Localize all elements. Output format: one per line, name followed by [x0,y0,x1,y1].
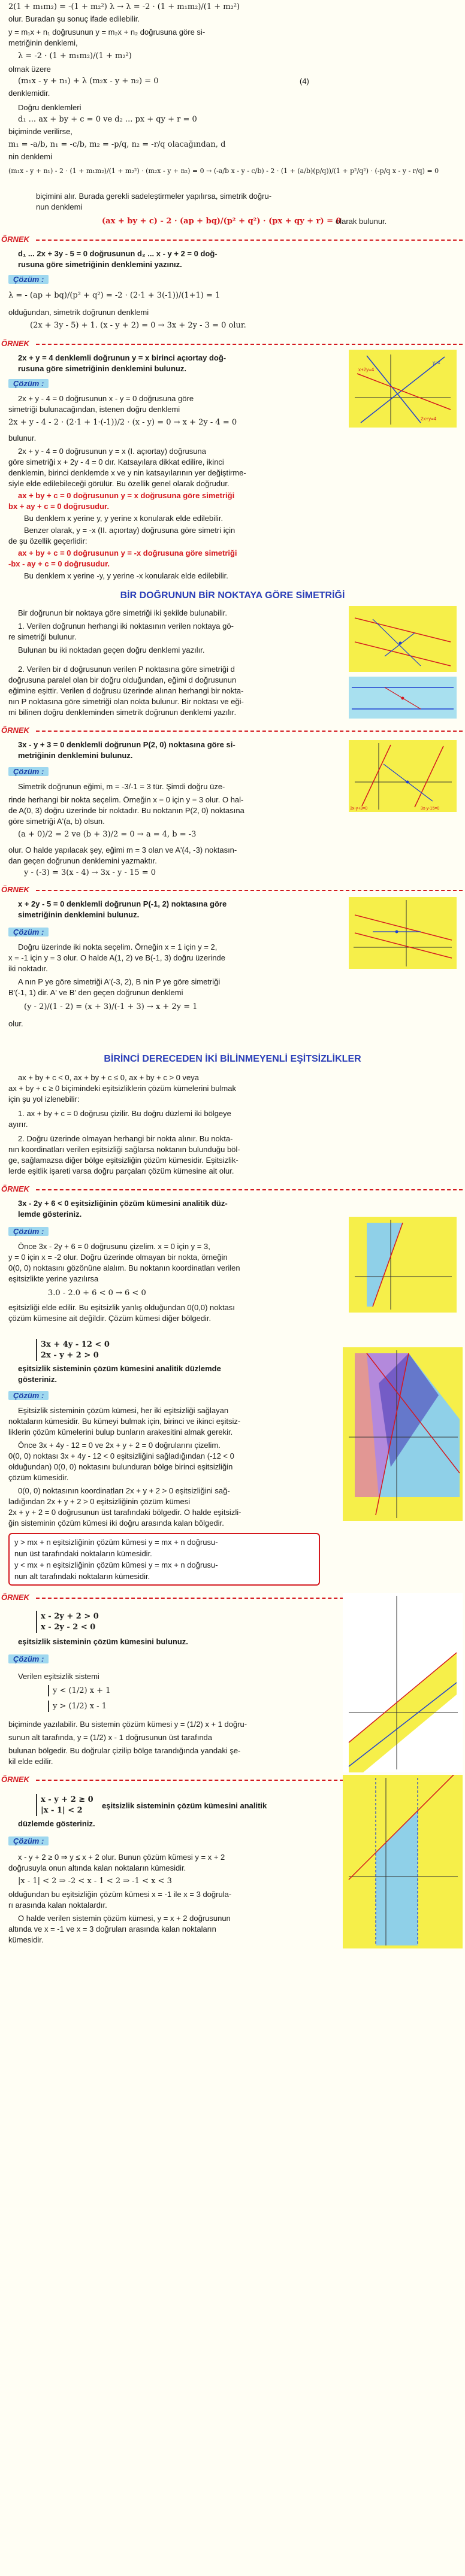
text-line: olarak bulunur. [336,217,387,226]
text-line: 1. ax + by + c = 0 doğrusu çizilir. Bu doğru düzlemi iki bölgeye [18,1109,231,1118]
text-line: B'(-1, 1) dir. A' ve B' den geçen doğrunun denklemi [8,988,183,997]
rule-text: -bx - ay + c = 0 doğrusudur. [8,559,110,568]
text-line: Bir doğrunun bir noktaya göre simetriği iki şekilde bulunabilir. [18,608,228,617]
formula: |x - 1| < 2 ⇒ -2 < x - 1 < 2 ⇒ -1 < x < 3 [18,1877,172,1886]
solution-header [8,274,320,285]
solution-label: Çözüm : [8,1391,49,1400]
question-text: 3x - 2y + 6 < 0 eşitsizliğinin çözüm kümesini analitik düz- [18,1199,228,1208]
text-line: siyle elde edilebileceği görülür. Bu özellik genel olarak doğrudur. [8,479,230,488]
system-ineq-2: 2x - y + 2 > 0 [36,1350,99,1361]
graph-ex7 [343,1593,463,1772]
question-text: gösteriniz. [18,1375,58,1384]
text-line: nın P noktasına göre simetriği olan nokta bulunur. Bir noktası ve eği- [8,697,244,706]
question-text: lemde gösteriniz. [18,1210,82,1219]
text-line: bulunur. [8,434,37,443]
text-line: x = -1 için y = 3 olur. O halde A(1, 2) ve B(-1, 3) doğru üzerinde [8,953,226,962]
graph-ex8 [343,1775,463,1948]
graph-label: 3x-y-15=0 [421,807,440,811]
text-line: 2x + y - 4 = 0 doğrusunun x - y = 0 doğrusuna göre [18,394,194,403]
text-line: Benzer olarak, y = -x (II. açıortay) doğrusuna göre simetri için [24,526,235,535]
graph-ex2-svg [349,350,457,428]
text-line: x - y + 2 ≥ 0 ⇒ y ≤ x + 2 olur. Bunun çözüm kümesi y = x + 2 [18,1853,225,1862]
text-line: Verilen eşitsizlik sistemi [18,1672,99,1681]
text-line: olur. O halde yapılacak şey, eğimi m = 3 olan ve A'(4, -3) noktasın- [8,845,237,854]
solution-label: Çözüm : [8,1836,49,1845]
rule-line: nun üst tarafındaki noktaların kümesidir. [14,1549,152,1558]
text-line: 2. Verilen bir d doğrusunun verilen P noktasına göre simetriği d [18,665,235,674]
rule-box [8,1533,320,1586]
text-line: 2. Doğru üzerinde olmayan herhangi bir nokta alınır. Bu nokta- [18,1134,233,1143]
text-line: göre simetriği A'(a, b) olsun. [8,817,105,826]
text-line: eşitsizlikte yerine yazılırsa [8,1274,99,1283]
graph-background [349,350,457,428]
text-line: sunun alt tarafında, y = (1/2) x - 1 doğrusunun üst tarafında [8,1733,213,1742]
text-line: doğrusuna paralel olan bir doğru olduğundan, eğimi d doğrusunun [8,675,237,684]
text-line: Bu denklem x yerine y, y yerine x konularak elde edilebilir. [24,514,224,523]
text-line: de şu özellik geçerlidir: [8,537,87,545]
rule-text: bx + ay + c = 0 doğrusudur. [8,502,109,511]
text-line: çözüm kümesine ait değildir. Çözüm kümesi diğer bölgedir. [8,1314,212,1323]
text-line: mi bilinen doğru denkleminden simetrik doğrunun denklemi yazılır. [8,708,237,717]
text-line: ax + by + c ≥ 0 biçimindeki eşitsizliklerin çözüm kümelerini bulmak [8,1084,236,1093]
text-line: iki noktadır. [8,964,48,973]
question-text: eşitsizlik sisteminin çözüm kümesini analitik düzlemde [18,1364,221,1373]
graph-ex5 [349,1217,457,1313]
text-line: re simetriği bulunur. [8,632,77,641]
graph-ex3-svg [349,740,457,812]
text-line: rinde herhangi bir nokta seçelim. Örneğin x = 0 için y = 3 olur. O hal- [8,795,244,804]
solution-header [8,1226,320,1237]
rule-line: nun alt tarafındaki noktaların kümesidir. [14,1572,150,1581]
text-line: olur. Buradan şu sonuç ifade edilebilir. [8,14,140,23]
text-line: nin denklemi [8,152,52,161]
text-line: rı arasında kalan noktalardır. [8,1901,107,1910]
text-line: çözüm kümesidir. [8,1473,69,1482]
text-line: için şu yol izlenebilir: [8,1095,80,1104]
graph-background [349,1217,457,1313]
text-line: O halde verilen sistemin çözüm kümesi, y = x + 2 doğrusunun [18,1914,231,1923]
example-label: ÖRNEK [1,1184,29,1193]
graph-ex4-svg [349,897,457,969]
text-line: 0(0, 0) noktasını gözönüne alalım. Bu noktanın koordinatları verilen [8,1263,240,1272]
graph-ex6-svg [343,1347,463,1521]
text-line: 1. Verilen doğrunun herhangi iki noktasının verilen noktaya gö- [18,622,234,631]
text-line: kümesidir. [8,1935,44,1944]
solution-header [8,1390,320,1401]
point-p [395,931,398,934]
text-line: doğrusuyla onun altında kalan noktaların kümesidir. [8,1863,186,1872]
divider [36,344,463,345]
text-line: biçiminde yazılabilir. Bu sistemin çözüm kümesi y = (1/2) x + 1 doğru- [8,1720,247,1729]
formula: (a + 0)/2 = 2 ve (b + 3)/2 = 0 → a = 4, b = -3 [18,830,197,839]
solution-label: Çözüm : [8,767,49,776]
text-line: noktaların kümesidir. Bu kümeyi bulmak için, birinci ve ikinci eşitsiz- [8,1417,241,1426]
example-header [0,235,465,246]
solution-label: Çözüm : [8,928,49,937]
solution-header [8,1654,320,1665]
text-line: nun denklemi [36,202,83,211]
text-line: eşitsizliği elde edilir. Bu eşitsizlik yanlış olduğundan 0(0,0) noktası [8,1303,235,1312]
text-line: Doğru üzerinde iki nokta seçelim. Örneğin x = 1 için y = 2, [18,942,218,951]
graph-label: 2x+y=4 [421,416,437,422]
text-line: dan geçen doğrunun denklemini yazmaktır. [8,856,157,865]
section-title: BİR DOĞRUNUN BİR NOKTAYA GÖRE SİMETRİĞİ [120,590,345,601]
text-line: ladığından 2x + y + 2 > 0 eşitsizliğinin çözüm kümesi [8,1497,191,1506]
solution-header [8,378,320,389]
text-line: ğin sisteminin çözüm kümesi iki doğru arasında kalan bölgedir. [8,1519,224,1528]
graph-ex4 [349,897,457,969]
text-line: A nın P ye göre simetriği A'(-3, 2), B nin P ye göre simetriği [18,977,221,986]
graph-ex5-svg [349,1217,457,1313]
text-line: 2x + y - 4 = 0 doğrusunun y = x (I. açıortay) doğrusuna [18,447,206,456]
text-line: Bulunan bu iki noktadan geçen doğru denklemi yazılır. [18,645,205,654]
system-ineq-2: x - 2y - 2 < 0 [36,1622,95,1633]
text-line: kil elde edilir. [8,1757,53,1766]
system-ineq-1: 3x + 4y - 12 < 0 [36,1339,110,1350]
graph-label: x+2y=4 [358,367,375,372]
text-line: Doğru denklemleri [18,103,81,112]
formula-symmetric: (ax + by + c) - 2 · (ap + bq)/(p² + q²) · (px + qy + r) = 0 [102,217,342,226]
example-label: ÖRNEK [1,885,29,894]
point-p [406,781,409,784]
text-line: denklemidir. [8,89,50,98]
question-text: 3x - y + 3 = 0 denklemli doğrunun P(2, 0) noktasına göre si- [18,740,235,749]
text-line: biçiminde verilirse, [8,127,73,136]
example-header [0,726,465,737]
solution-header [8,1836,320,1847]
formula: 2x + y - 4 - 2 · (2·1 + 1·(-1))/2 · (x - y) = 0 → x + 2y - 4 = 0 [8,418,237,427]
text-line: liklerin çözüm kümelerini bulup bunların arakesitini almak gerekir. [8,1428,233,1437]
question-text: d₁ ... 2x + 3y - 5 = 0 doğrusunun d₂ ... x - y + 2 = 0 doğ- [18,249,218,258]
system-ineq-2: y > (1/2) x - 1 [48,1701,107,1712]
solution-label: Çözüm : [8,275,49,284]
question-text: 2x + y = 4 denklemli doğrunun y = x birinci açıortay doğ- [18,353,227,362]
formula: λ = - (ap + bq)/(p² + q²) = -2 · (2·1 + 3(-1))/(1+1) = 1 [8,291,221,300]
formula-slopes: m₁ = -a/b, n₁ = -c/b, m₂ = -p/q, n₂ = -r/q olacağından, d [8,140,226,149]
formula-number: (4) [300,77,309,86]
graph-ex2 [349,350,457,428]
system-ineq-1: y < (1/2) x + 1 [48,1685,110,1696]
section-title: BİRİNCİ DERECEDEN İKİ BİLİNMEYENLİ EŞİTSİZLİKLER [104,1054,361,1064]
formula: y - (-3) = 3(x - 4) → 3x - y - 15 = 0 [24,868,156,877]
question-text: x + 2y - 5 = 0 denklemli doğrunun P(-1, 2) noktasına göre [18,899,227,908]
question-text: metriğinin denklemini bulunuz. [18,751,133,760]
question-text: simetriğinin denklemini bulunuz. [18,910,140,919]
text-line: olduğundan) 0(0, 0) noktasını bulunduran bölge birinci eşitsizliğin [8,1462,233,1471]
text-line: nın koordinatları verilen eşitsizliği sağlarsa noktanın bulunduğu böl- [8,1145,240,1154]
text-line: de A(0, 3) doğru üzerinde bir noktadır. Bu noktanın P(2, 0) noktasına [8,806,244,815]
text-line: olmak üzere [8,65,51,74]
text-line: Simetrik doğrunun eğimi, m = -3/-1 = 3 tür. Şimdi doğru üze- [18,782,225,791]
example-label: ÖRNEK [1,1775,29,1784]
point-p [401,697,404,700]
formula-expanded: (m₁x - y + n₁) - 2 · (1 + m₁m₂)/(1 + m₂²) · (m₂x - y + n₂) = 0 → (-a/b x - y - c/b) - 2 · (1 + (a/b)(p/q))/(1 + p²/q²) · (-p/q x - y - r/q) = 0 [8,167,439,175]
text-line: olduğundan, simetrik doğrunun denklemi [8,308,149,317]
text-line: lerde eşitlik işareti varsa doğru parçaları çözüm kümesine ait olur. [8,1166,234,1175]
rule-text: ax + by + c = 0 doğrusunun y = -x doğrusuna göre simetriği [18,548,237,557]
divider [36,890,463,891]
graph-sec2-a [349,606,457,672]
formula: (y - 2)/(1 - 2) = (x + 3)/(-1 + 3) → x + 2y = 1 [24,1002,198,1011]
text-line: eğimine eşittir. Verilen d doğrusu üzerinde alınan herhangi bir nokta- [8,686,244,695]
text-line: Önce 3x - 2y + 6 = 0 doğrusunu çizelim. x = 0 için y = 3, [18,1242,210,1251]
example-label: ÖRNEK [1,1593,29,1602]
example-header [0,339,465,350]
graph-ex8-svg [343,1775,463,1948]
rule-line: y < mx + n eşitsizliğinin çözüm kümesi y = mx + n doğrusu- [14,1560,218,1569]
text-line: ayırır. [8,1120,28,1129]
graph-ex3 [349,740,457,812]
text-line: simetriği bulunacağından, istenen doğru denklemi [8,405,180,414]
question-text: rusuna göre simetriğinin denklemini yazınız. [18,260,182,269]
text-line: y = m₁x + n₁ doğrusunun y = m₂x + n₂ doğrusuna göre si- [8,28,206,37]
graph-background [349,897,457,969]
example-header [0,1184,465,1195]
question-text: eşitsizlik sisteminin çözüm kümesini analitik [102,1801,267,1810]
graph-sec2-b-svg [349,677,457,719]
text-line: ax + by + c < 0, ax + by + c ≤ 0, ax + by + c > 0 veya [18,1073,199,1082]
divider [36,731,463,732]
example-label: ÖRNEK [1,235,29,244]
text-line: metriğinin denklemi, [8,38,78,47]
solution-label: Çözüm : [8,1227,49,1236]
text-line: göre simetriği x + 2y - 4 = 0 dır. Katsayılara dikkat edilire, ikinci [8,457,224,466]
text-line: y = 0 için x = -2 olur. Doğru üzerinde olmayan bir nokta, örneğin [8,1253,228,1262]
example-label: ÖRNEK [1,339,29,348]
system-ineq-2: |x - 1| < 2 [36,1805,83,1816]
graph-sec2-b [349,677,457,719]
text-line: ge, sağlamazsa diğer bölge eşitsizliğin çözüm kümesidir. Eşitsizlik- [8,1156,238,1165]
question-text: eşitsizlik sisteminin çözüm kümesini bulunuz. [18,1637,188,1646]
solution-label: Çözüm : [8,1654,49,1663]
text-line: 2x + y + 2 = 0 doğrusunun üst tarafındaki bölgedir. O halde eşitsizli- [8,1508,241,1517]
text-line: olduğundan bu eşitsizliğin çözüm kümesi x = -1 ile x = 3 doğrula- [8,1890,232,1899]
rule-line: y > mx + n eşitsizliğinin çözüm kümesi y = mx + n doğrusu- [14,1538,218,1547]
system-ineq-1: x - 2y + 2 > 0 [36,1611,99,1622]
text-line: biçimini alır. Burada gerekli sadeleştirmeler yapılırsa, simetrik doğru- [36,192,272,201]
question-text: düzlemde gösteriniz. [18,1819,95,1828]
example-header [0,885,465,896]
divider [36,1189,463,1190]
graph-sec2-a-svg [349,606,457,672]
question-text: rusuna göre simetriğinin denklemini bulunuz. [18,364,186,373]
example-label: ÖRNEK [1,726,29,735]
text-line: denklemin, birinci denklemde x ve y nin katsayılarının yer değiştirme- [8,468,246,477]
text-line: Bu denklem x yerine -y, y yerine -x konularak elde edilebilir. [24,571,228,580]
graph-ex6 [343,1347,463,1521]
text-line: altında ve x = -1 ve x = 3 doğruları arasında kalan noktaların [8,1925,216,1933]
divider [36,240,463,241]
graph-label: y=x [433,360,440,365]
formula-lambda: λ = -2 · (1 + m₁m₂)/(1 + m₂²) [18,51,132,60]
text-line: olur. [8,1019,23,1028]
text-line: Eşitsizlik sisteminin çözüm kümesi, her iki eşitsizliği sağlayan [18,1406,229,1415]
solution-header [8,927,320,938]
solution-label: Çözüm : [8,379,49,388]
text-line: bulunan bölgedir. Bu doğrular çizilip bölge tarandığında yandaki şe- [8,1746,241,1755]
system-ineq-1: x - y + 2 ≥ 0 [36,1794,93,1805]
formula-lines: d₁ ... ax + by + c = 0 ve d₂ ... px + qy + r = 0 [18,115,197,124]
text-line: 0(0, 0) noktası 3x + 4y - 12 < 0 eşitsizliğini sağladığından (-12 < 0 [8,1451,234,1460]
text-line: 0(0, 0) noktasının koordinatları 2x + y + 2 > 0 eşitsizliğini sağ- [18,1486,230,1495]
solution-header [8,766,320,777]
formula-4: (m₁x - y + n₁) + λ (m₂x - y + n₂) = 0 [18,77,159,86]
formula: (2x + 3y - 5) + 1. (x - y + 2) = 0 → 3x + 2y - 3 = 0 olur. [30,321,246,330]
text-line: Önce 3x + 4y - 12 = 0 ve 2x + y + 2 = 0 doğrularını çizelim. [18,1441,221,1450]
graph-label: 3x-y+3=0 [350,807,368,811]
rule-text: ax + by + c = 0 doğrusunun y = x doğrusuna göre simetriği [18,491,235,500]
graph-ex7-svg [343,1593,463,1772]
formula: 3.0 - 2.0 + 6 < 0 → 6 < 0 [48,1289,146,1298]
derivation-lambda: 2(1 + m₁m₂) = -(1 + m₂²) λ → λ = -2 · (1 + m₁m₂)/(1 + m₂²) [8,2,240,11]
point-p [399,642,402,645]
graph-background [349,740,457,812]
